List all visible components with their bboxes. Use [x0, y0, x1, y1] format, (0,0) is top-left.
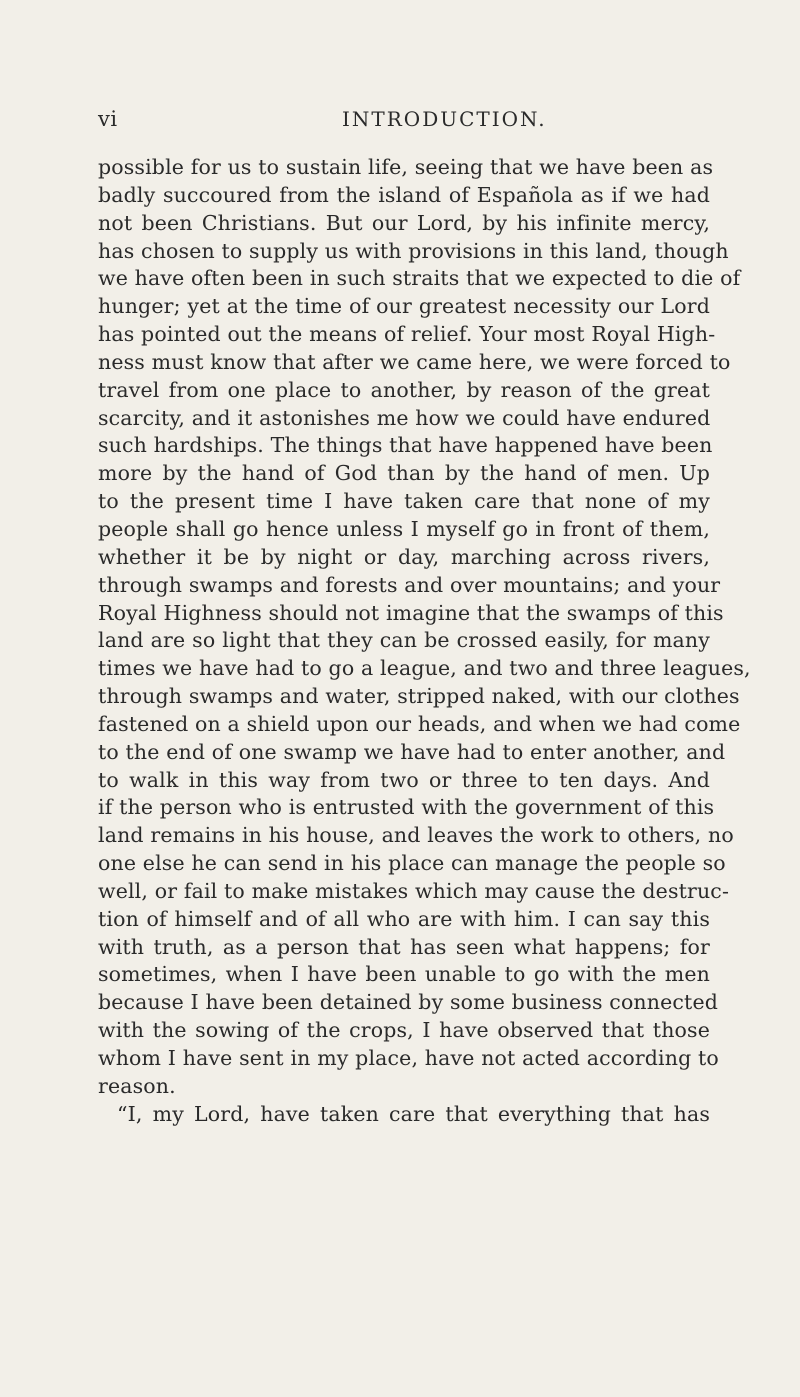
text-line: has pointed out the means of relief. Your most Royal High-	[98, 322, 716, 347]
text-line: to the end of one swamp we have had to enter another, and	[98, 739, 726, 764]
text-line: to the present time I have taken care that none of my	[98, 489, 710, 514]
text-line: with the sowing of the crops, I have observed that those	[98, 1018, 710, 1043]
text-line: because I have been detained by some business connected	[98, 990, 718, 1015]
text-line: one else he can send in his place can manage the people so	[98, 851, 726, 876]
paragraph-end-line: reason.	[98, 1073, 176, 1098]
page-header	[98, 104, 547, 134]
text-line: well, or fail to make mistakes which may cause the destruc-	[98, 878, 730, 903]
text-line: with truth, as a person that has seen what happens; for	[98, 934, 710, 959]
text-line: through swamps and water, stripped naked, with our clothes	[98, 684, 740, 709]
paragraph-start-line: “I, my Lord, have taken care that everything that has	[117, 1101, 710, 1126]
text-line: hunger; yet at the time of our greatest necessity our Lord	[98, 294, 710, 319]
text-line: badly succoured from the island of Española as if we had	[98, 182, 710, 207]
text-line: has chosen to supply us with provisions in this land, though	[98, 238, 729, 263]
text-line: such hardships. The things that have happened have been	[98, 433, 713, 458]
text-line: tion of himself and of all who are with him. I can say this	[98, 906, 710, 931]
running-head: INTRODUCTION.	[342, 107, 547, 131]
text-line: not been Christians. But our Lord, by his infinite mercy,	[98, 210, 710, 235]
text-line: sometimes, when I have been unable to go with the men	[98, 962, 710, 987]
text-line: whether it be by night or day, marching across rivers,	[98, 544, 710, 569]
text-line: land remains in his house, and leaves the work to others, no	[98, 823, 734, 848]
text-line: possible for us to sustain life, seeing that we have been as	[98, 155, 714, 179]
text-line: times we have had to go a league, and two and three leagues,	[98, 656, 751, 681]
text-line: travel from one place to another, by reason of the great	[98, 377, 710, 402]
text-line: whom I have sent in my place, have not acted according to	[98, 1046, 719, 1070]
text-line: we have often been in such straits that we expected to die of	[98, 266, 741, 291]
text-line: to walk in this way from two or three to ten days. And	[98, 767, 710, 792]
text-line: ness must know that after we came here, we were forced to	[98, 349, 731, 374]
text-line: scarcity, and it astonishes me how we could have endured	[98, 405, 711, 430]
text-line: people shall go hence unless I myself go in front of them,	[98, 516, 710, 541]
text-line: if the person who is entrusted with the government of this	[98, 795, 715, 820]
page-number: vi	[98, 107, 118, 131]
text-line: fastened on a shield upon our heads, and when we had come	[98, 711, 741, 736]
body-text	[98, 154, 751, 1129]
text-line: more by the hand of God than by the hand of men. Up	[98, 461, 710, 486]
text-line: through swamps and forests and over mountains; and your	[98, 572, 721, 597]
text-line: land are so light that they can be crossed easily, for many	[98, 628, 710, 653]
text-line: Royal Highness should not imagine that the swamps of this	[98, 600, 724, 625]
